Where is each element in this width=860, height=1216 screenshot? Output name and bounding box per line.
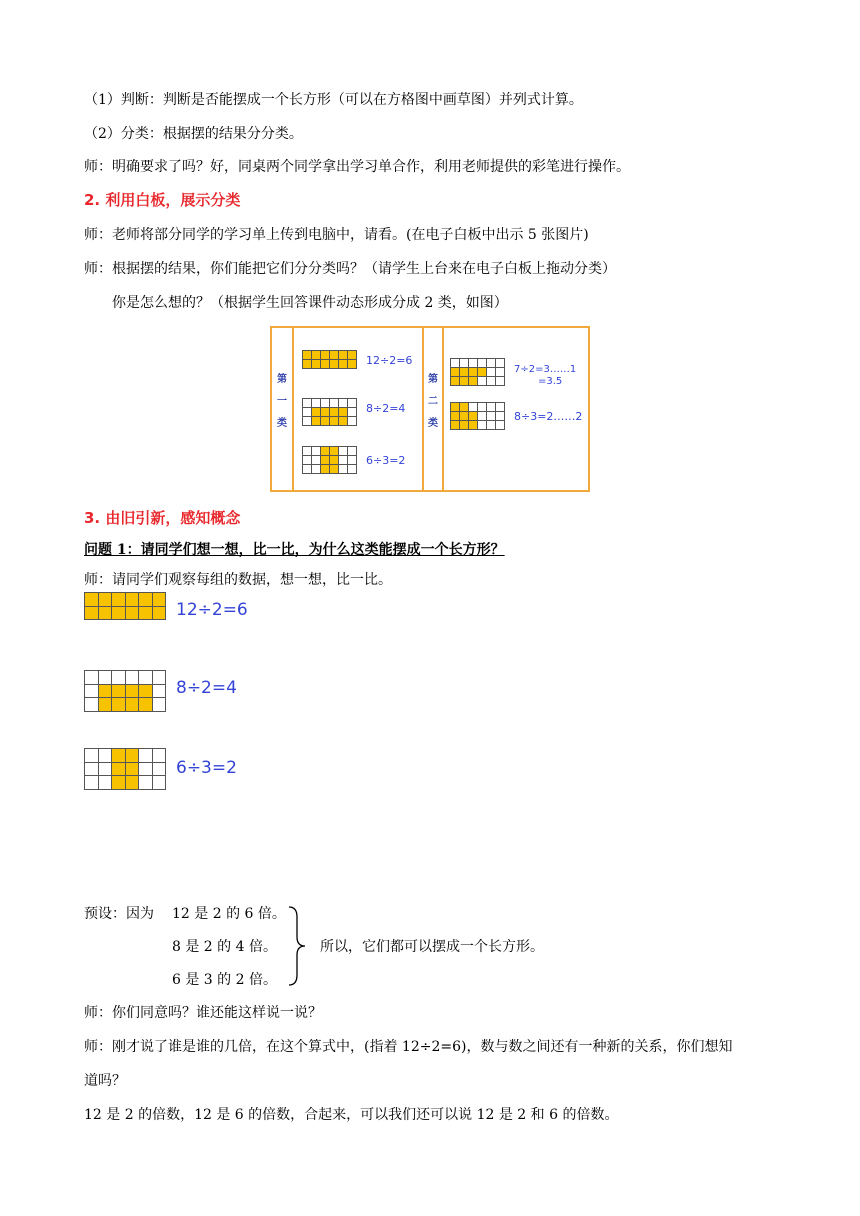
grid-cell-empty — [478, 403, 487, 412]
teacher-classify-question: 师：根据摆的结果，你们能把它们分分类吗？（请学生上台来在电子白板上拖动分类） — [84, 261, 616, 277]
grid-cell-empty — [348, 465, 357, 474]
grid-cell-empty — [487, 403, 496, 412]
grid-cell-empty — [496, 368, 505, 377]
question-1: 问题 1：请同学们想一想，比一比，为什么这类能摆成一个长方形？ — [84, 542, 505, 558]
grid-cell-filled — [460, 377, 469, 386]
equation-12-div-2-small: 12÷2=6 — [366, 354, 413, 367]
grid-cell-filled — [303, 351, 312, 360]
grid-cell-filled — [126, 593, 140, 607]
grid-cell-filled — [312, 360, 321, 369]
teacher-new-relation-text: 师：刚才说了谁是谁的几倍，在这个算式中，(指着 12÷2=6)，数与数之间还有一种新的关系，你们想知 — [84, 1039, 733, 1055]
equation-8-div-2-small: 8÷2=4 — [366, 402, 406, 415]
grid-cell-filled — [139, 607, 153, 621]
step-classify-text: （2）分类：根据摆的结果分分类。 — [84, 126, 303, 142]
grid-cell-filled — [460, 403, 469, 412]
grid-cell-empty — [85, 685, 99, 699]
grid-cell-filled — [339, 351, 348, 360]
grid-cell-filled — [451, 403, 460, 412]
grid-cell-empty — [99, 671, 113, 685]
grid-cell-empty — [312, 447, 321, 456]
grid-cell-filled — [112, 763, 126, 777]
grid-cell-empty — [153, 685, 167, 699]
class-label-char: 类 — [277, 418, 287, 429]
grid-cell-filled — [112, 607, 126, 621]
preset-label: 预设：因为 — [84, 906, 154, 922]
grid-cell-filled — [460, 412, 469, 421]
grid-12-small — [302, 350, 357, 369]
grid-cell-empty — [153, 763, 167, 777]
section-3-heading: 3. 由旧引新，感知概念 — [84, 509, 241, 527]
grid-cell-empty — [303, 456, 312, 465]
grid-cell-empty — [348, 456, 357, 465]
grid-cell-filled — [112, 698, 126, 712]
grid-cell-filled — [126, 776, 140, 790]
grid-cell-filled — [321, 408, 330, 417]
grid-cell-filled — [99, 698, 113, 712]
grid-cell-filled — [330, 456, 339, 465]
grid-cell-filled — [112, 749, 126, 763]
grid-cell-filled — [478, 368, 487, 377]
grid-cell-filled — [139, 698, 153, 712]
grid-cell-filled — [451, 368, 460, 377]
grid-cell-filled — [348, 351, 357, 360]
grid-7-small — [450, 358, 505, 386]
grid-cell-filled — [312, 417, 321, 426]
grid-cell-filled — [330, 465, 339, 474]
grid-cell-filled — [85, 607, 99, 621]
grid-cell-filled — [153, 593, 167, 607]
grid-cell-filled — [85, 593, 99, 607]
grid-cell-filled — [312, 408, 321, 417]
grid-cell-filled — [330, 417, 339, 426]
grid-cell-filled — [126, 685, 140, 699]
grid-12-large — [84, 592, 166, 620]
preset-conclusion: 所以，它们都可以摆成一个长方形。 — [320, 939, 544, 955]
grid-cell-filled — [99, 593, 113, 607]
class-2-label — [426, 374, 440, 430]
grid-cell-empty — [126, 671, 140, 685]
class-label-char: 第 — [428, 374, 438, 385]
grid-cell-empty — [348, 417, 357, 426]
grid-cell-filled — [451, 412, 460, 421]
grid-cell-empty — [348, 447, 357, 456]
preset-line-3: 6 是 3 的 2 倍。 — [172, 972, 277, 988]
class-label-char: 一 — [277, 396, 287, 407]
grid-cell-empty — [153, 698, 167, 712]
grid-cell-empty — [85, 671, 99, 685]
grid-cell-filled — [312, 351, 321, 360]
grid-cell-filled — [469, 421, 478, 430]
grid-cell-filled — [330, 447, 339, 456]
grid-cell-empty — [487, 421, 496, 430]
grid-cell-empty — [303, 447, 312, 456]
grid-cell-empty — [496, 359, 505, 368]
grid-cell-filled — [99, 607, 113, 621]
multiple-definition-text: 12 是 2 的倍数，12 是 6 的倍数，合起来，可以我们还可以说 12 是 2 和 6 的倍数。 — [84, 1107, 619, 1123]
grid-6-large — [84, 748, 166, 790]
teacher-instruction-text: 师：明确要求了吗？好，同桌两个同学拿出学习单合作，利用老师提供的彩笔进行操作。 — [84, 159, 630, 175]
grid-cell-empty — [321, 399, 330, 408]
teacher-observe-text: 师：请同学们观察每组的数据，想一想，比一比。 — [84, 572, 392, 588]
grid-cell-filled — [126, 763, 140, 777]
grid-cell-filled — [321, 360, 330, 369]
grid-cell-filled — [330, 408, 339, 417]
grid-cell-empty — [339, 447, 348, 456]
grid-cell-empty — [312, 399, 321, 408]
grid-cell-empty — [339, 399, 348, 408]
class-1-label — [275, 374, 289, 430]
grid-6-small — [302, 446, 357, 474]
grid-cell-empty — [496, 377, 505, 386]
class-label-char: 二 — [428, 396, 438, 407]
figure-divider — [292, 328, 294, 490]
grid-cell-filled — [112, 776, 126, 790]
teacher-agree-text: 师：你们同意吗？谁还能这样说一说？ — [84, 1005, 322, 1021]
grid-cell-filled — [303, 360, 312, 369]
grid-cell-filled — [99, 685, 113, 699]
grid-cell-empty — [478, 359, 487, 368]
class-label-char: 第 — [277, 374, 287, 385]
grid-cell-empty — [330, 399, 339, 408]
grid-cell-empty — [460, 359, 469, 368]
grid-cell-filled — [330, 351, 339, 360]
grid-8-small — [302, 398, 357, 426]
grid-cell-filled — [321, 447, 330, 456]
grid-cell-filled — [330, 360, 339, 369]
equation-7-div-2-decimal: =3.5 — [538, 376, 563, 387]
equation-8-div-2: 8÷2=4 — [176, 678, 237, 698]
grid-cell-empty — [487, 368, 496, 377]
preset-line-1: 12 是 2 的 6 倍。 — [172, 906, 286, 922]
grid-cell-empty — [348, 399, 357, 408]
preset-line-2: 8 是 2 的 4 倍。 — [172, 939, 277, 955]
grid-cell-filled — [153, 607, 167, 621]
grid-cell-empty — [469, 359, 478, 368]
grid-cell-empty — [85, 698, 99, 712]
grid-cell-filled — [469, 377, 478, 386]
grid-cell-empty — [487, 359, 496, 368]
figure-divider — [422, 328, 424, 490]
grid-cell-filled — [451, 377, 460, 386]
grid-cell-empty — [478, 412, 487, 421]
grid-cell-empty — [339, 456, 348, 465]
grid-cell-filled — [469, 412, 478, 421]
grid-cell-filled — [460, 421, 469, 430]
grid-cell-empty — [496, 421, 505, 430]
grid-cell-empty — [478, 421, 487, 430]
teacher-new-relation-text-cont: 道吗？ — [84, 1073, 126, 1089]
teacher-how-think-text: 你是怎么想的？（根据学生回答课件动态形成分成 2 类，如图） — [112, 295, 508, 311]
grid-cell-filled — [321, 465, 330, 474]
grid-cell-filled — [469, 368, 478, 377]
grid-cell-empty — [85, 763, 99, 777]
grid-cell-filled — [139, 593, 153, 607]
grid-cell-filled — [126, 749, 140, 763]
grid-cell-empty — [303, 399, 312, 408]
grid-cell-filled — [139, 685, 153, 699]
grid-cell-empty — [478, 377, 487, 386]
grid-cell-empty — [139, 763, 153, 777]
grid-cell-empty — [487, 377, 496, 386]
grid-cell-filled — [339, 408, 348, 417]
grid-cell-filled — [339, 417, 348, 426]
grid-cell-empty — [99, 749, 113, 763]
grid-cell-filled — [451, 421, 460, 430]
grid-cell-filled — [126, 698, 140, 712]
equation-6-div-3-small: 6÷3=2 — [366, 454, 406, 467]
grid-cell-filled — [321, 417, 330, 426]
grid-cell-filled — [460, 368, 469, 377]
grid-cell-empty — [303, 417, 312, 426]
grid-cell-empty — [348, 408, 357, 417]
grid-cell-empty — [139, 749, 153, 763]
grid-8-div-3-small — [450, 402, 505, 430]
grid-8-large — [84, 670, 166, 712]
grid-cell-empty — [139, 671, 153, 685]
section-2-heading: 2. 利用白板，展示分类 — [84, 191, 241, 209]
grid-cell-filled — [339, 360, 348, 369]
grid-cell-filled — [348, 360, 357, 369]
grid-cell-empty — [451, 359, 460, 368]
grid-cell-empty — [303, 465, 312, 474]
grid-cell-empty — [85, 776, 99, 790]
grid-cell-filled — [112, 593, 126, 607]
grid-cell-empty — [153, 671, 167, 685]
figure-divider — [442, 328, 444, 490]
grid-cell-empty — [487, 412, 496, 421]
equation-12-div-2: 12÷2=6 — [176, 600, 248, 620]
grid-cell-empty — [139, 776, 153, 790]
equation-6-div-3: 6÷3=2 — [176, 758, 237, 778]
grid-cell-empty — [303, 408, 312, 417]
class-label-char: 类 — [428, 418, 438, 429]
grid-cell-empty — [339, 465, 348, 474]
grid-cell-empty — [496, 403, 505, 412]
step-judge-text: （1）判断：判断是否能摆成一个长方形（可以在方格图中画草图）并列式计算。 — [84, 92, 583, 108]
grid-cell-empty — [112, 671, 126, 685]
classification-figure — [270, 326, 590, 492]
equation-7-div-2: 7÷2=3……1 — [514, 364, 577, 375]
grid-cell-empty — [312, 456, 321, 465]
grid-cell-empty — [469, 403, 478, 412]
teacher-upload-text: 师：老师将部分同学的学习单上传到电脑中，请看。(在电子白板中出示 5 张图片) — [84, 227, 589, 243]
equation-8-div-3: 8÷3=2……2 — [514, 410, 583, 423]
grid-cell-empty — [99, 763, 113, 777]
grid-cell-empty — [153, 776, 167, 790]
grid-cell-empty — [153, 749, 167, 763]
grid-cell-empty — [99, 776, 113, 790]
grid-cell-filled — [112, 685, 126, 699]
grid-cell-empty — [85, 749, 99, 763]
grid-cell-filled — [321, 351, 330, 360]
grid-cell-empty — [496, 412, 505, 421]
grid-cell-empty — [312, 465, 321, 474]
brace-icon — [287, 905, 307, 987]
grid-cell-filled — [321, 456, 330, 465]
grid-cell-filled — [126, 607, 140, 621]
